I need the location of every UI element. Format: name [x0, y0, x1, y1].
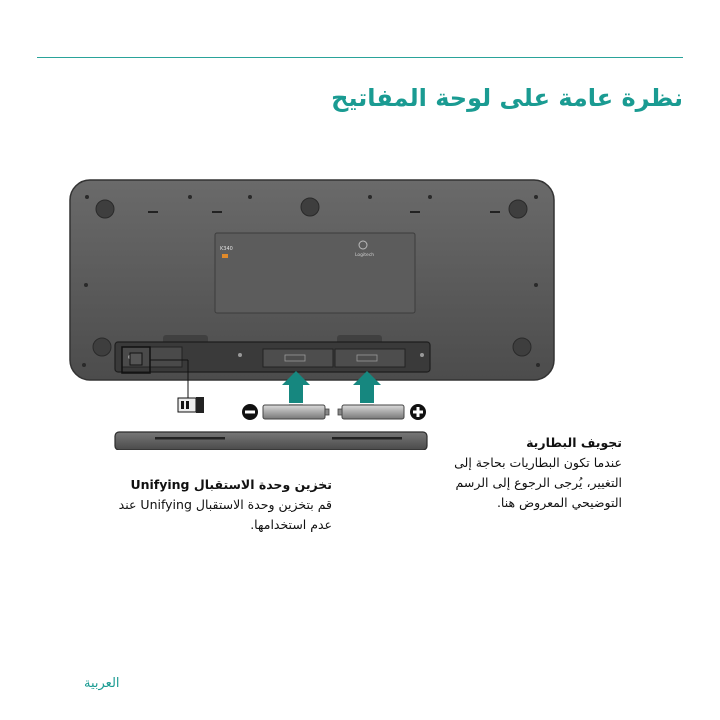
unifying-line1-ar-end: عند: [118, 497, 137, 512]
unifying-text-line: عدم استخدامها.: [250, 517, 332, 532]
unifying-line1-ar: قم بتخزين وحدة الاستقبال: [195, 497, 332, 512]
battery-aa: [263, 405, 329, 419]
battery-cover: [115, 432, 427, 450]
plus-icon: [410, 404, 426, 420]
model-label: K340: [220, 246, 233, 252]
battery-compartment: [115, 342, 430, 372]
unifying-heading: [92, 475, 332, 495]
header-rule: [37, 57, 683, 58]
page-title: نظرة عامة على لوحة المفاتيح: [331, 84, 683, 112]
unifying-heading-en: Unifying: [130, 477, 190, 492]
unifying-line1-en: Unifying: [140, 497, 192, 512]
unifying-text-line: [92, 495, 332, 515]
battery-heading: تجويف البطارية: [526, 435, 622, 450]
usb-receiver: [178, 397, 204, 413]
battery-text-line: التوضيحي المعروض هنا.: [496, 495, 622, 510]
model-color-swatch: [222, 254, 228, 258]
unifying-heading-ar: تخزين وحدة الاستقبال: [193, 477, 332, 492]
battery-aa: [338, 405, 404, 419]
footer-language: العربية: [84, 676, 120, 691]
minus-icon: [242, 404, 258, 420]
brand-label: Logitech: [355, 253, 375, 258]
battery-caption: [442, 433, 622, 513]
unifying-caption: [92, 475, 332, 535]
keyboard-illustration: [60, 175, 560, 450]
battery-text-line: عندما تكون البطاريات بحاجة إلى: [454, 455, 622, 470]
battery-text-line: التغيير، يُرجى الرجوع إلى الرسم: [455, 475, 622, 490]
